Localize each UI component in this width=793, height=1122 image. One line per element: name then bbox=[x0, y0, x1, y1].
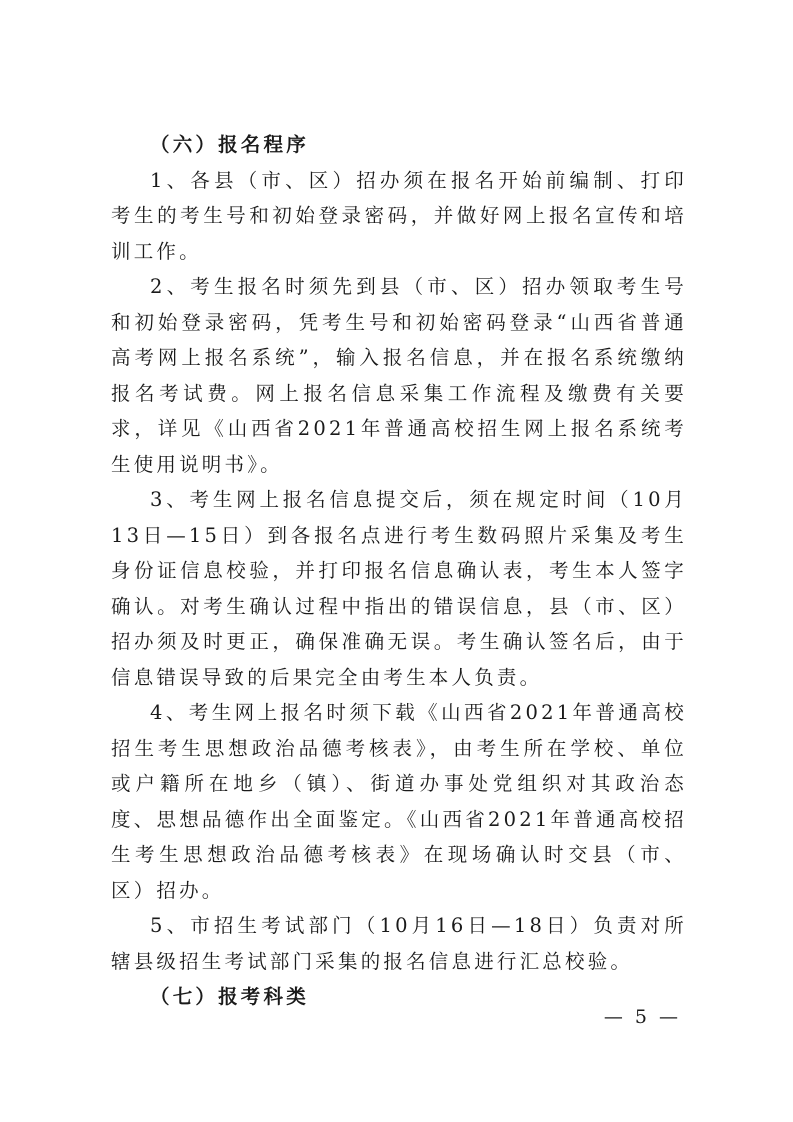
section-heading-registration-procedure: （六）报名程序 bbox=[150, 133, 309, 156]
section-heading-exam-categories: （七）报考科类 bbox=[150, 985, 309, 1008]
document-body bbox=[111, 127, 687, 1015]
paragraph-3: 3、考生网上报名信息提交后，须在规定时间（10月13日—15日）到各报名点进行考生数码照片采集及考生身份证信息校验，并打印报名信息确认表，考生本人签字确认。对考生确认过程中指出的错误信息，县（市、区）招办须及时更正，确保准确无误。考生确认签名后，由于信息错误导致的后果完全由考生本人负责。 bbox=[111, 488, 687, 689]
paragraph-5: 5、市招生考试部门（10月16日—18日）负责对所辖县级招生考试部门采集的报名信息进行汇总校验。 bbox=[111, 914, 687, 973]
page-number: — 5 — bbox=[603, 1006, 681, 1028]
paragraph-2: 2、考生报名时须先到县（市、区）招办领取考生号和初始登录密码，凭考生号和初始密码登录“山西省普通高考网上报名系统”，输入报名信息，并在报名系统缴纳报名考试费。网上报名信息采集工作流程及缴费有关要求，详见《山西省2021年普通高校招生网上报名系统考生使用说明书》。 bbox=[111, 275, 687, 476]
paragraph-1: 1、各县（市、区）招办须在报名开始前编制、打印考生的考生号和初始登录密码，并做好网上报名宣传和培训工作。 bbox=[111, 168, 687, 263]
paragraph-4: 4、考生网上报名时须下载《山西省2021年普通高校招生考生思想政治品德考核表》，由考生所在学校、单位或户籍所在地乡（镇）、街道办事处党组织对其政治态度、思想品德作出全面鉴定。《山西省2021年普通高校招生考生思想政治品德考核表》在现场确认时交县（市、区）招办。 bbox=[111, 701, 687, 902]
